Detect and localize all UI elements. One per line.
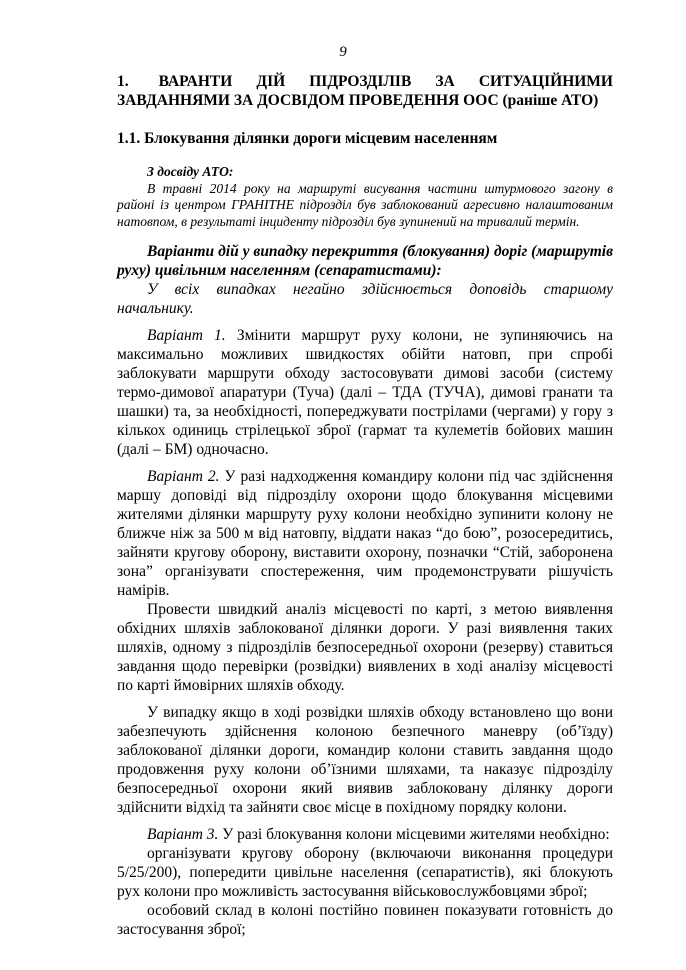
bypass-paragraph: У випадку якщо в ході розвідки шляхів обходу встановлено що вони забезпечують здійснення колоною безпечного маневру (об’їзду) заблокованої ділянки дороги, командир колони ставить завдання щодо продовження руху колони об’їзними шляхами, та наказує підрозділу безпосередньої охорони який виявив заблоковану ділянку дороги здійснити відхід та зайняти своє місце в похідному порядку колони. [117, 704, 613, 816]
variant-2-paragraph [117, 467, 613, 600]
section-title: ВАРАНТИ ДІЙ ПІДРОЗДІЛІВ ЗА СИТУАЦІЙНИМИ ЗАВДАННЯМИ ЗА ДОСВІДОМ ПРОВЕДЕННЯ ООС (раніше АТО) [117, 73, 613, 109]
variant-2-text: У разі надходження командиру колони під час здійснення маршу доповіді від підрозділу охорони щодо блокування місцевими жителями ділянки маршруту руху колони необхідно зупинити колону не ближче ніж за 500 м від натовпу, віддати наказ “до бою”, розосередитись, зайняти кругову оборону, виставити охорону, позначки “Стій, заборонена зона” організувати спостереження, чим продемонструвати рішучість намірів. [117, 468, 613, 599]
variant-3-text: У разі блокування колони місцевими жителями необхідно: [222, 826, 610, 843]
variant-3-label: Варіант 3. [147, 826, 219, 843]
report-note: У всіх випадках негайно здійснюється доповідь старшому начальнику. [117, 281, 613, 317]
experience-text: В травні 2014 року на маршруті висування частини штурмового загону в районі із центром ГРАНІТНЕ підрозділ був заблокований агресивно налаштованим натовпом, в результаті інциденту підрозділ був зупинений на тривалий термін. [117, 180, 613, 229]
page-body [117, 72, 613, 939]
experience-block [117, 164, 613, 230]
variant-1-text: Змінити маршрут руху колони, не зупиняючись на максимально можливих швидкостях обійти натовп, при спробі заблокувати маршрути обходу застосовувати димові засоби (систему термо-димової апаратури (Туча) (далі – ТДА (ТУЧА), димові гранати та шашки) та, за необхідності, попереджувати пострілами (чергами) у гору з кількох одиниць стрілецької зброї (гармат та кулеметів бойових машин (далі – БМ) одночасно. [117, 327, 613, 458]
variant-1-label: Варіант 1. [147, 327, 226, 344]
page-number: 9 [339, 44, 347, 60]
section-number: 1. [117, 73, 129, 90]
variant-1-paragraph [117, 326, 613, 459]
section-heading [117, 72, 613, 110]
experience-title: З досвіду АТО: [147, 164, 234, 179]
analysis-paragraph: Провести швидкий аналіз місцевості по карті, з метою виявлення обхідних шляхів заблокованої ділянки дороги. У разі виявлення таких шляхів, одному з підрозділів безпосередньої охорони (резерву) ставиться завдання щодо перевірки (розвідки) виявлених в ході аналізу місцевості по карті ймовірних шляхів обходу. [117, 601, 613, 694]
list-item: особовий склад в колоні постійно повинен показувати готовність до застосування зброї; [117, 902, 613, 938]
list-item: організувати кругову оборону (включаючи виконання процедури 5/25/200), попередити цивільне населення (сепаратистів), які блокують рух колони про можливість застосування військовослужбовцями зброї; [117, 845, 613, 900]
subsection-heading: 1.1. Блокування ділянки дороги місцевим населенням [117, 130, 498, 147]
variant-3-paragraph [117, 825, 613, 844]
variant-2-label: Варіант 2. [147, 468, 220, 485]
variants-heading: Варіанти дій у випадку перекриття (блокування) доріг (маршрутів руху) цивільним населенням (сепаратистами): [117, 243, 613, 279]
